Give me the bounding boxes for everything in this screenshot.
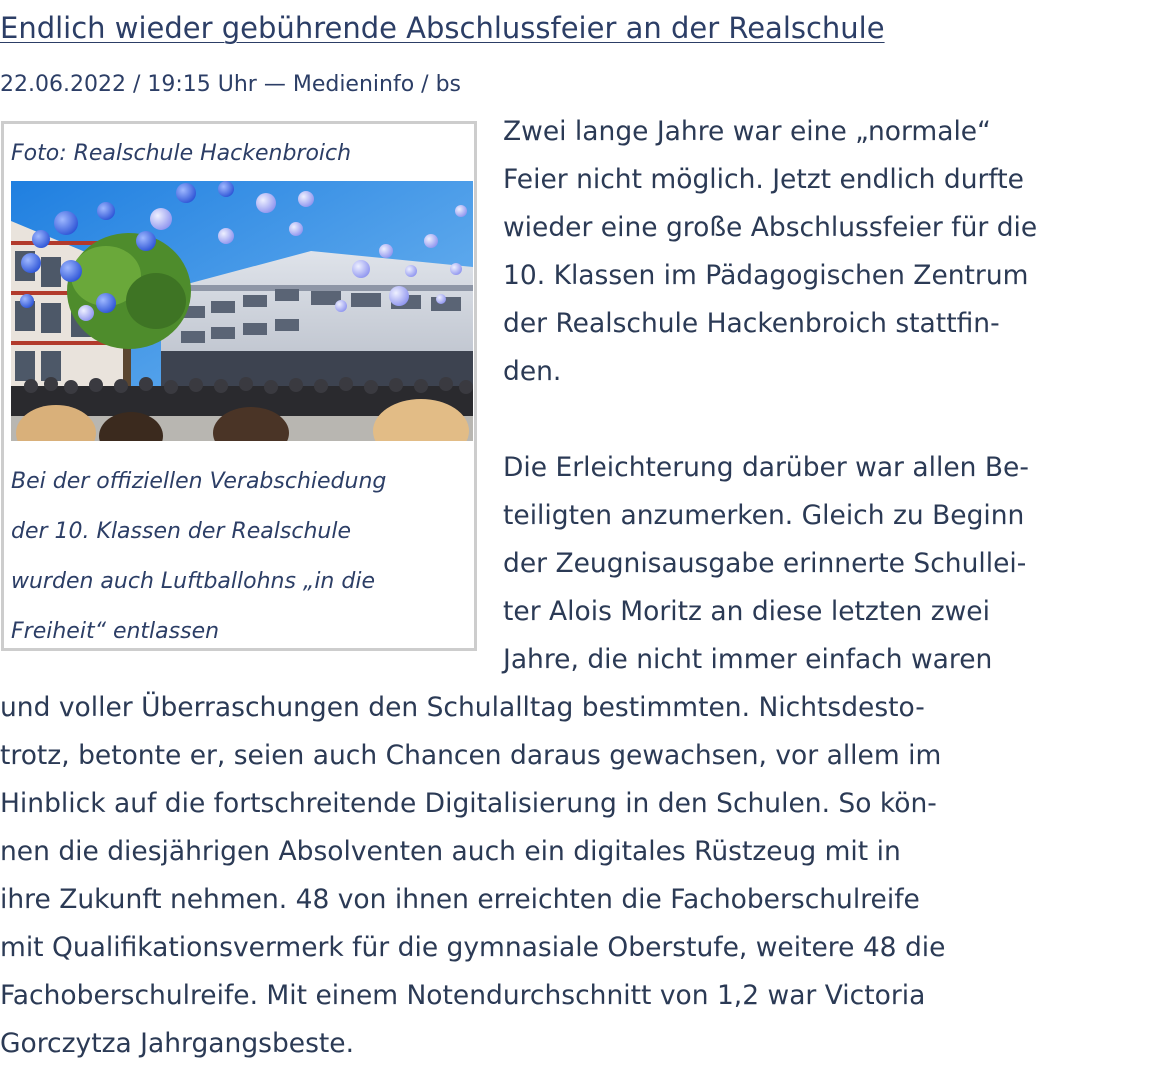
paragraph-line: Gorczytza Jahrgangsbeste. — [0, 1028, 354, 1059]
paragraph-line: 10. Klassen im Pädagogischen Zentrum — [503, 260, 1029, 291]
paragraph-line: Fachoberschulreife. Mit einem Notendurchschnitt von 1,2 war Victoria — [0, 980, 926, 1011]
paragraph-line: und voller Überraschungen den Schulalltag bestimmten. Nichtsdesto- — [0, 692, 925, 723]
photo-credit: Foto: Realschule Hackenbroich — [11, 141, 352, 166]
photo-caption — [11, 457, 471, 657]
caption-line: wurden auch Luftballohns „in die — [11, 569, 375, 594]
article-title-link[interactable]: Endlich wieder gebührende Abschlussfeier an der Realschule — [0, 11, 885, 45]
caption-line: der 10. Klassen der Realschule — [11, 519, 351, 544]
paragraph-line: den. — [503, 356, 562, 387]
paragraph-line: trotz, betonte er, seien auch Chancen daraus gewachsen, vor allem im — [0, 740, 942, 771]
graduation-balloons-photo[interactable] — [11, 181, 473, 441]
paragraph-line: der Zeugnisausgabe erinnerte Schullei- — [503, 548, 1027, 579]
paragraph-line: ter Alois Moritz an diese letzten zwei — [503, 596, 990, 627]
paragraph-line: ihre Zukunft nehmen. 48 von ihnen erreichten die Fachoberschulreife — [0, 884, 920, 915]
paragraph-2-wrapped — [503, 444, 1029, 684]
caption-line: Bei der offiziellen Verabschiedung — [11, 469, 387, 494]
paragraph-line: Zwei lange Jahre war eine „normale“ — [503, 116, 991, 147]
paragraph-line: wieder eine große Abschlussfeier für die — [503, 212, 1038, 243]
paragraph-line: mit Qualifikationsvermerk für die gymnasiale Oberstufe, weitere 48 die — [0, 932, 946, 963]
photo-figure — [1, 121, 477, 651]
paragraph-line: der Realschule Hackenbroich stattfin- — [503, 308, 1000, 339]
paragraph-line: Feier nicht möglich. Jetzt endlich durfte — [503, 164, 1024, 195]
paragraph-1 — [503, 108, 1037, 396]
caption-line: Freiheit“ entlassen — [11, 619, 220, 644]
paragraph-line: Die Erleichterung darüber war allen Be- — [503, 452, 1029, 483]
paragraph-2-full — [0, 684, 945, 1068]
paragraph-line: Hinblick auf die fortschreitende Digitalisierung in den Schulen. So kön- — [0, 788, 937, 819]
paragraph-line: teiligten anzumerken. Gleich zu Beginn — [503, 500, 1025, 531]
article-meta: 22.06.2022 / 19:15 Uhr — Medieninfo / bs — [0, 72, 461, 97]
paragraph-line: nen die diesjährigen Absolventen auch ein digitales Rüstzeug mit in — [0, 836, 901, 867]
paragraph-line: Jahre, die nicht immer einfach waren — [503, 644, 993, 675]
